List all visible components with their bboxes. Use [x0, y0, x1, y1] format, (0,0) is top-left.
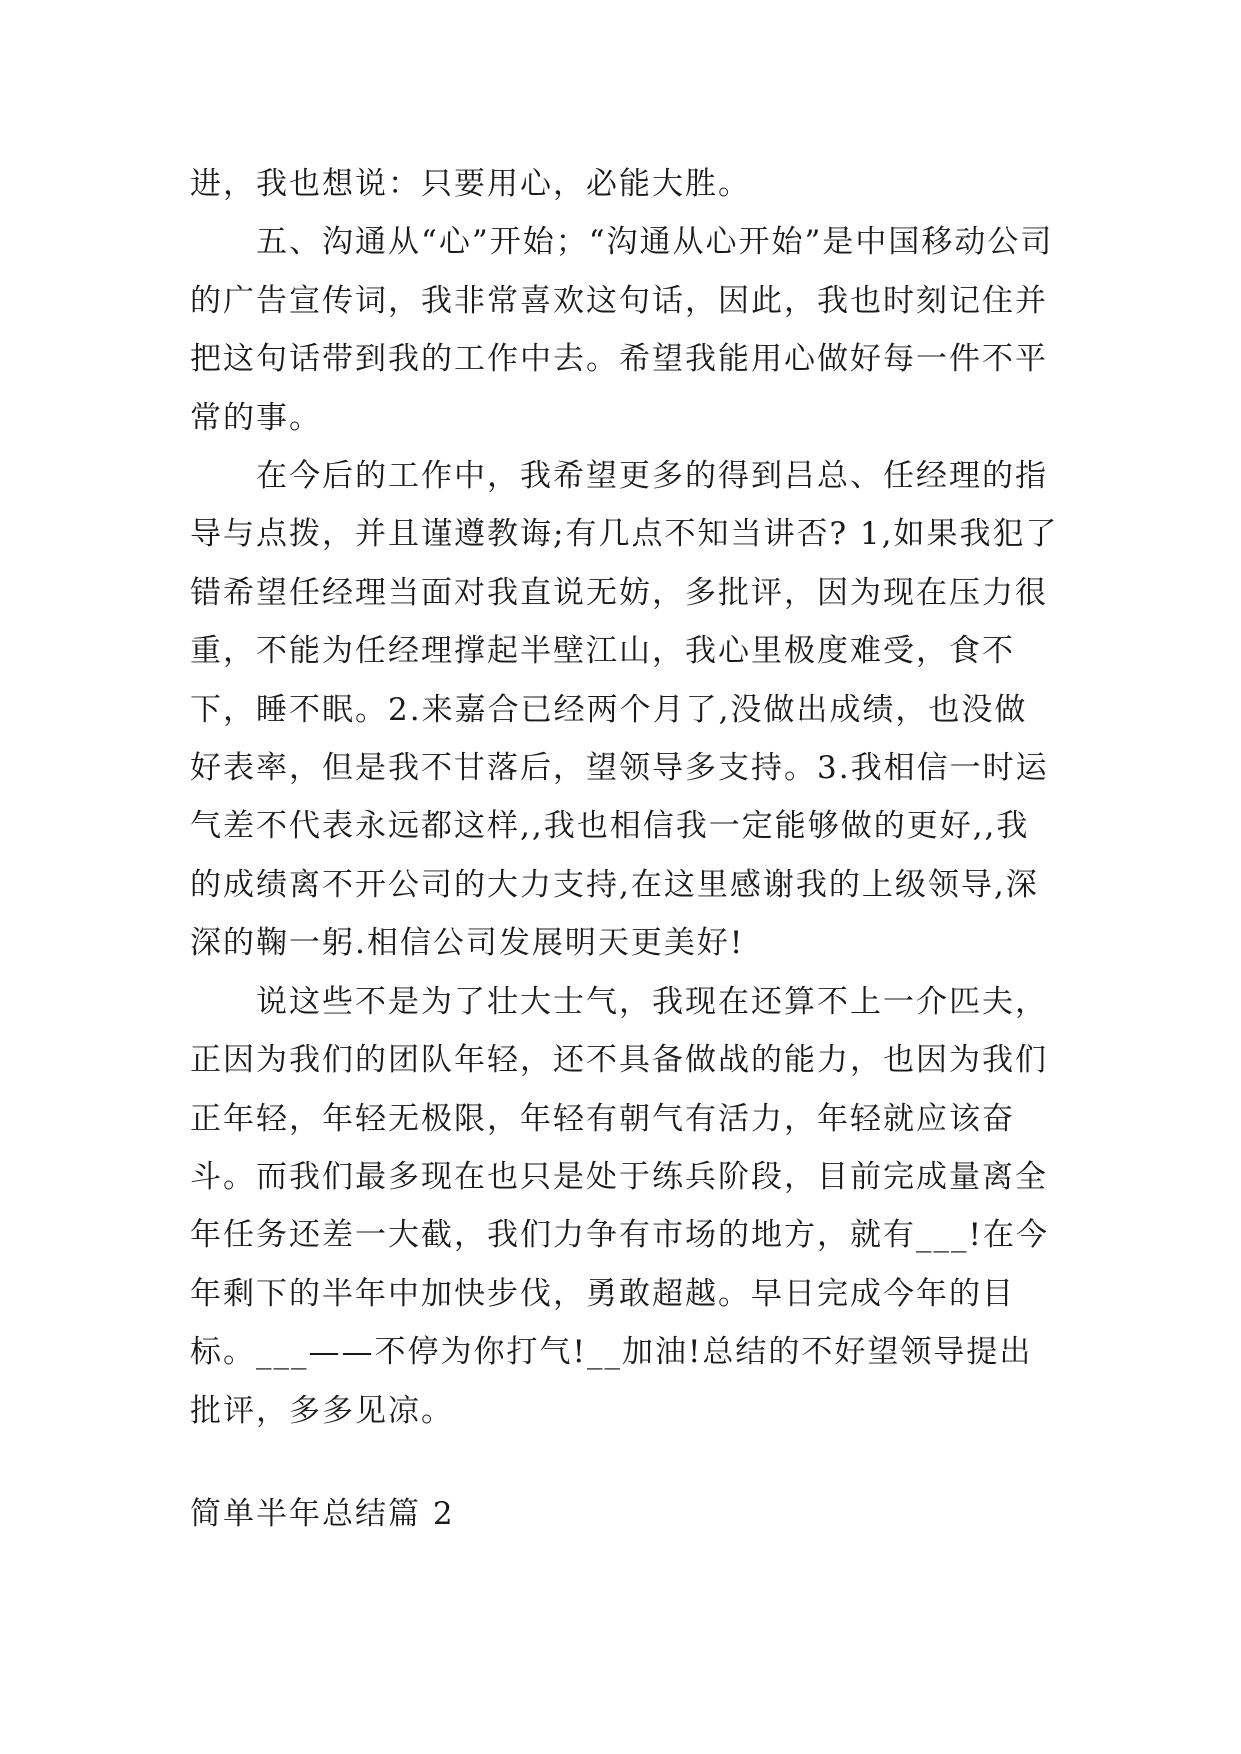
paragraph-future-work: 在今后的工作中，我希望更多的得到吕总、任经理的指导与点拨，并且谨遵教诲;有几点不知当讲否? 1,如果我犯了错希望任经理当面对我直说无妨，多批评，因为现在压力很重，不能为任经理撑起半壁江山，我心里极度难受，食不下，睡不眠。2.来嘉合已经两个月了,没做出成绩，也没做好表率，但是我不甘落后，望领导多支持。3.我相信一时运气差不代表永远都这样,,我也相信我一定能够做的更好,,我的成绩离不开公司的大力支持,在这里感谢我的上级领导,深深的鞠一躬.相信公司发展明天更美好! [190, 458, 1059, 962]
paragraph-team-spirit: 说这些不是为了壮大士气，我现在还算不上一介匹夫，正因为我们的团队年轻，还不具备做战的能力，也因为我们正年轻，年轻无极限，年轻有朝气有活力，年轻就应该奋斗。而我们最多现在也只是处于练兵阶段，目前完成量离全年任务还差一大截，我们力争有市场的地方，就有___!在今年剩下的半年中加快步伐，勇敢超越。早日完成今年的目标。___——不停为你打气!__加油!总结的不好望领导提出批评，多多见凉。 [190, 983, 1049, 1429]
paragraph-continuation: 进，我也想说：只要用心，必能大胜。 [190, 166, 751, 202]
document-body [190, 155, 1060, 1440]
paragraph-communication: 五、沟通从“心”开始；“沟通从心开始”是中国移动公司的广告宣传词，我非常喜欢这句话，因此，我也时刻记住并把这句话带到我的工作中去。希望我能用心做好每一件不平常的事。 [190, 224, 1054, 436]
section-heading: 简单半年总结篇 2 [190, 1496, 455, 1532]
